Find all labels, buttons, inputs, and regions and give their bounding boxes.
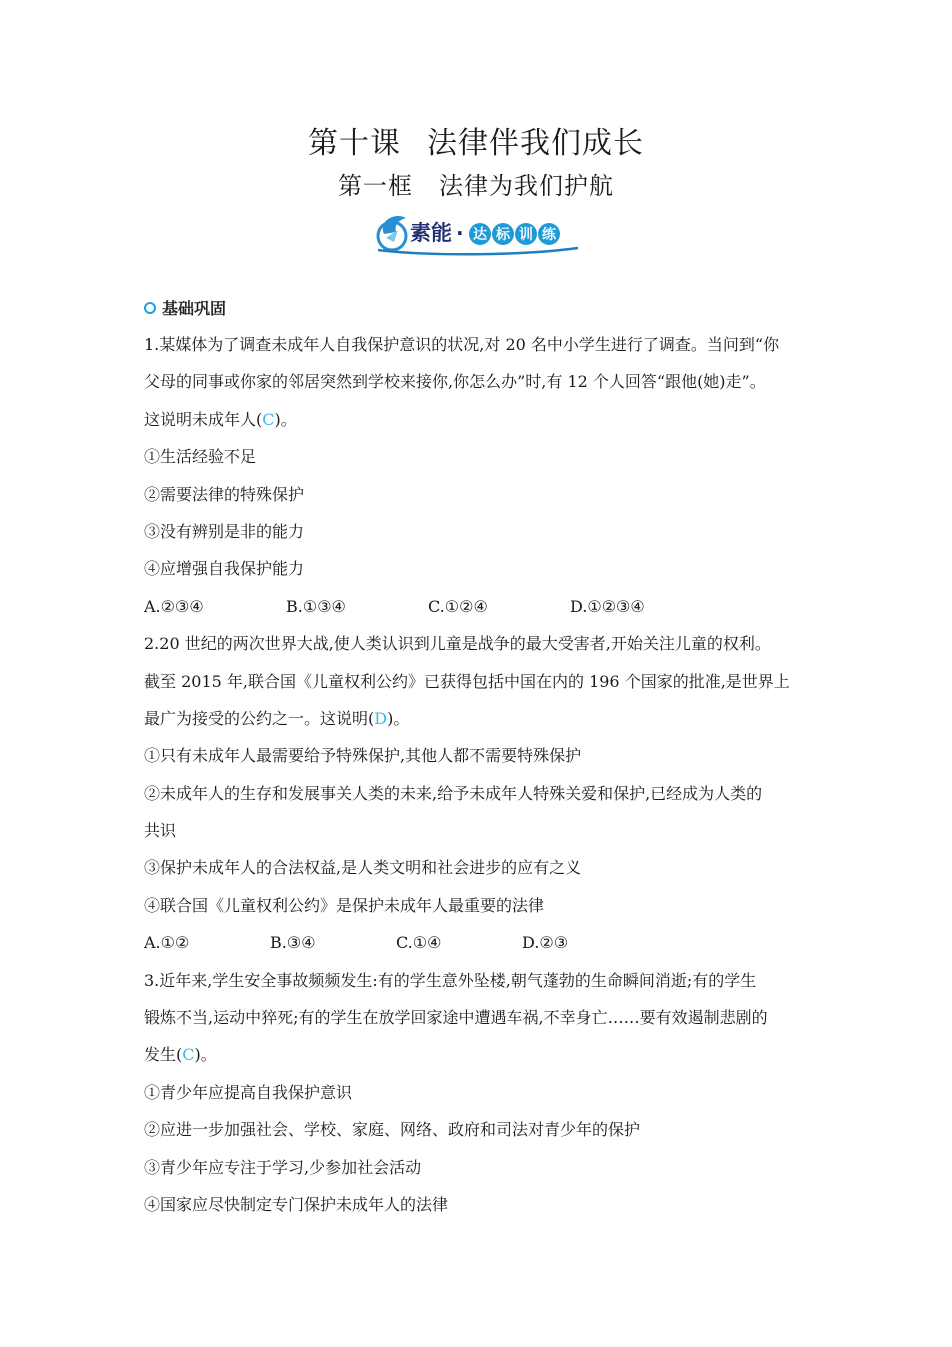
section-heading [144, 296, 226, 319]
q1-line-1: 1.某媒体为了调查未成年人自我保护意识的状况,对 20 名中小学生进行了调查。当问到“你 [144, 335, 780, 354]
q1-option-a: A.②③④ [144, 596, 204, 616]
q2-line-1: 2.20 世纪的两次世界大战,使人类认识到儿童是战争的最大受害者,开始关注儿童的权利。 [144, 634, 771, 654]
q2-item-2: ②未成年人的生存和发展事关人类的未来,给予未成年人特殊关爱和保护,已经成为人类的 [144, 783, 763, 803]
q1-item-2: ②需要法律的特殊保护 [144, 484, 305, 504]
q1-stem-end: 这说明未成年人( [144, 409, 263, 429]
q1-options [144, 588, 820, 625]
q3-item-3: ③青少年应专注于学习,少参加社会活动 [144, 1157, 422, 1177]
q3-line-3 [144, 1036, 820, 1073]
banner-badge-3: 训 [519, 227, 533, 243]
section-subtitle [0, 166, 952, 201]
q2-options [144, 924, 820, 961]
q3-stem-close: )。 [194, 1045, 217, 1065]
q2-option-a: A.①② [144, 933, 190, 953]
q2-answer: D [374, 708, 388, 728]
q3-line-1: 3.近年来,学生安全事故频频发生:有的学生意外坠楼,朝气蓬勃的生命瞬间消逝;有的学生 [144, 970, 757, 990]
q1-item-1: ①生活经验不足 [144, 447, 257, 467]
q3-item-4: ④国家应尽快制定专门保护未成年人的法律 [144, 1194, 449, 1214]
q1-answer: C [262, 409, 275, 429]
banner-dot: · [456, 221, 464, 245]
circle-bullet-icon [144, 302, 156, 314]
q1-item-4: ④应增强自我保护能力 [144, 559, 305, 579]
q1-item-3: ③没有辨别是非的能力 [144, 521, 305, 541]
lesson-name: 法律伴我们成长 [427, 126, 644, 161]
banner-main-text: 素能 [410, 221, 452, 245]
q3-item-2: ②应进一步加强社会、学校、家庭、网络、政府和司法对青少年的保护 [144, 1120, 641, 1140]
q3-item-1: ①青少年应提高自我保护意识 [144, 1082, 353, 1102]
q2-stem-end: 最广为接受的公约之一。这说明( [144, 708, 375, 728]
frame-number: 第一框 [338, 172, 413, 200]
q1-option-b: B.①③④ [286, 596, 346, 616]
banner-badge-1: 达 [473, 227, 487, 243]
training-banner-logo [368, 210, 584, 258]
q1-option-c: C.①②④ [428, 596, 488, 616]
q2-stem-close: )。 [387, 708, 410, 728]
q2-line-2: 截至 2015 年,联合国《儿童权利公约》已获得包括中国在内的 196 个国家的批准,是世界上 [144, 671, 790, 691]
q1-option-d: D.①②③④ [570, 596, 645, 616]
banner-badge-4: 练 [542, 227, 556, 243]
banner-badge-2: 标 [496, 227, 510, 243]
q2-line-3 [144, 700, 820, 737]
q1-stem-close: )。 [274, 409, 297, 429]
q3-stem-end: 发生( [144, 1045, 183, 1065]
question-list [144, 326, 820, 1223]
q3-answer: C [182, 1045, 195, 1065]
q2-option-b: B.③④ [270, 933, 316, 953]
q2-item-2-cont: 共识 [144, 821, 177, 841]
q3-line-2: 锻炼不当,运动中猝死;有的学生在放学回家途中遭遇车祸,不幸身亡……要有效遏制悲剧的 [144, 1008, 768, 1028]
lesson-number: 第十课 [308, 126, 401, 161]
frame-name: 法律为我们护航 [439, 172, 614, 200]
q2-item-1: ①只有未成年人最需要给予特殊保护,其他人都不需要特殊保护 [144, 746, 582, 766]
q2-item-4: ④联合国《儿童权利公约》是保护未成年人最重要的法律 [144, 895, 545, 915]
q2-option-c: C.①④ [396, 933, 442, 953]
q2-item-3: ③保护未成年人的合法权益,是人类文明和社会进步的应有之义 [144, 858, 582, 878]
q1-line-3 [144, 401, 820, 438]
section-label: 基础巩固 [162, 299, 227, 318]
q2-option-d: D.②③ [522, 933, 569, 953]
q1-line-2: 父母的同事或你家的邻居突然到学校来接你,你怎么办”时,有 12 个人回答“跟他(她)走”。 [144, 372, 766, 392]
lesson-title [0, 118, 952, 162]
